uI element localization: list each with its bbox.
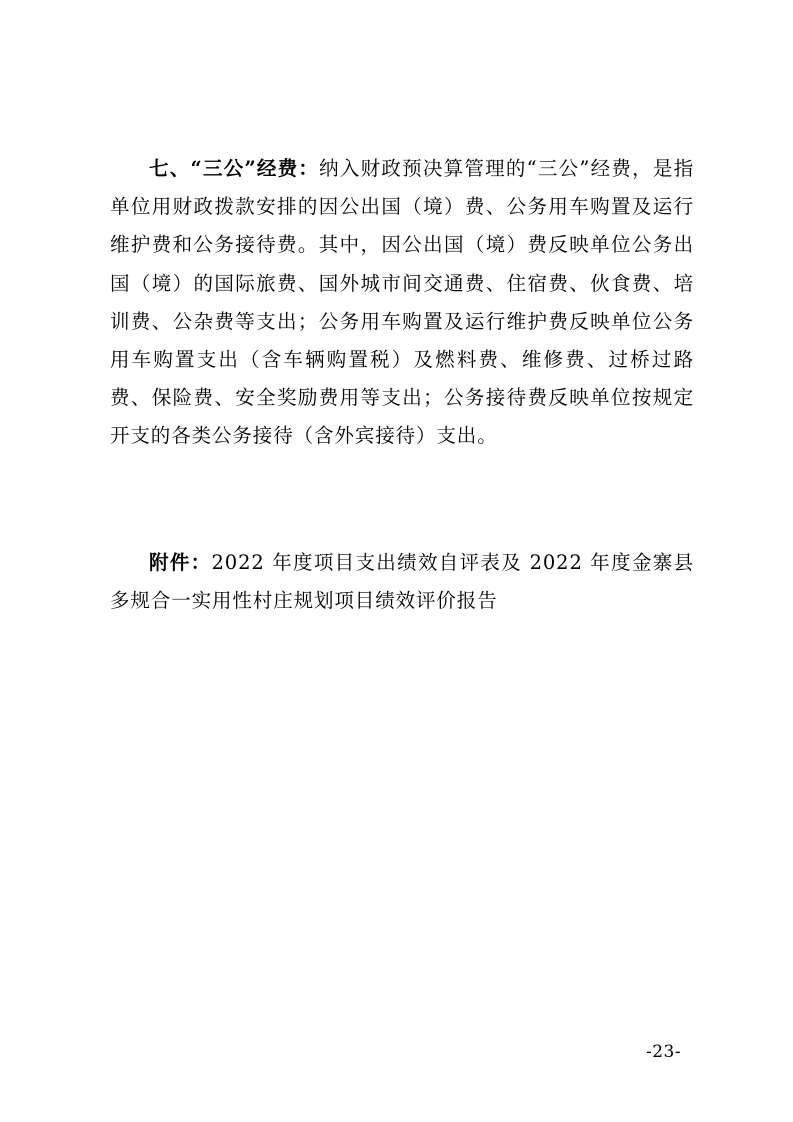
section-seven-paragraph [110, 150, 694, 456]
section-seven-heading: 七、“三公”经费： [149, 157, 320, 180]
page-number: -23- [646, 1042, 682, 1062]
attachment-text: 2022 年度项目支出绩效自评表及 2022 年度金寨县多规合一实用性村庄规划项目绩效评价报告 [110, 551, 694, 613]
attachment-paragraph [110, 544, 694, 620]
attachment-label: 附件： [149, 551, 212, 574]
section-seven-body: 纳入财政预决算管理的“三公”经费，是指单位用财政拨款安排的因公出国（境）费、公务用车购置及运行维护费和公务接待费。其中，因公出国（境）费反映单位公务出国（境）的国际旅费、国外城市间交通费、住宿费、伙食费、培训费、公杂费等支出；公务用车购置及运行维护费反映单位公务用车购置支出（含车辆购置税）及燃料费、维修费、过桥过路费、保险费、安全奖励费用等支出；公务接待费反映单位按规定开支的各类公务接待（含外宾接待）支出。 [110, 157, 694, 448]
